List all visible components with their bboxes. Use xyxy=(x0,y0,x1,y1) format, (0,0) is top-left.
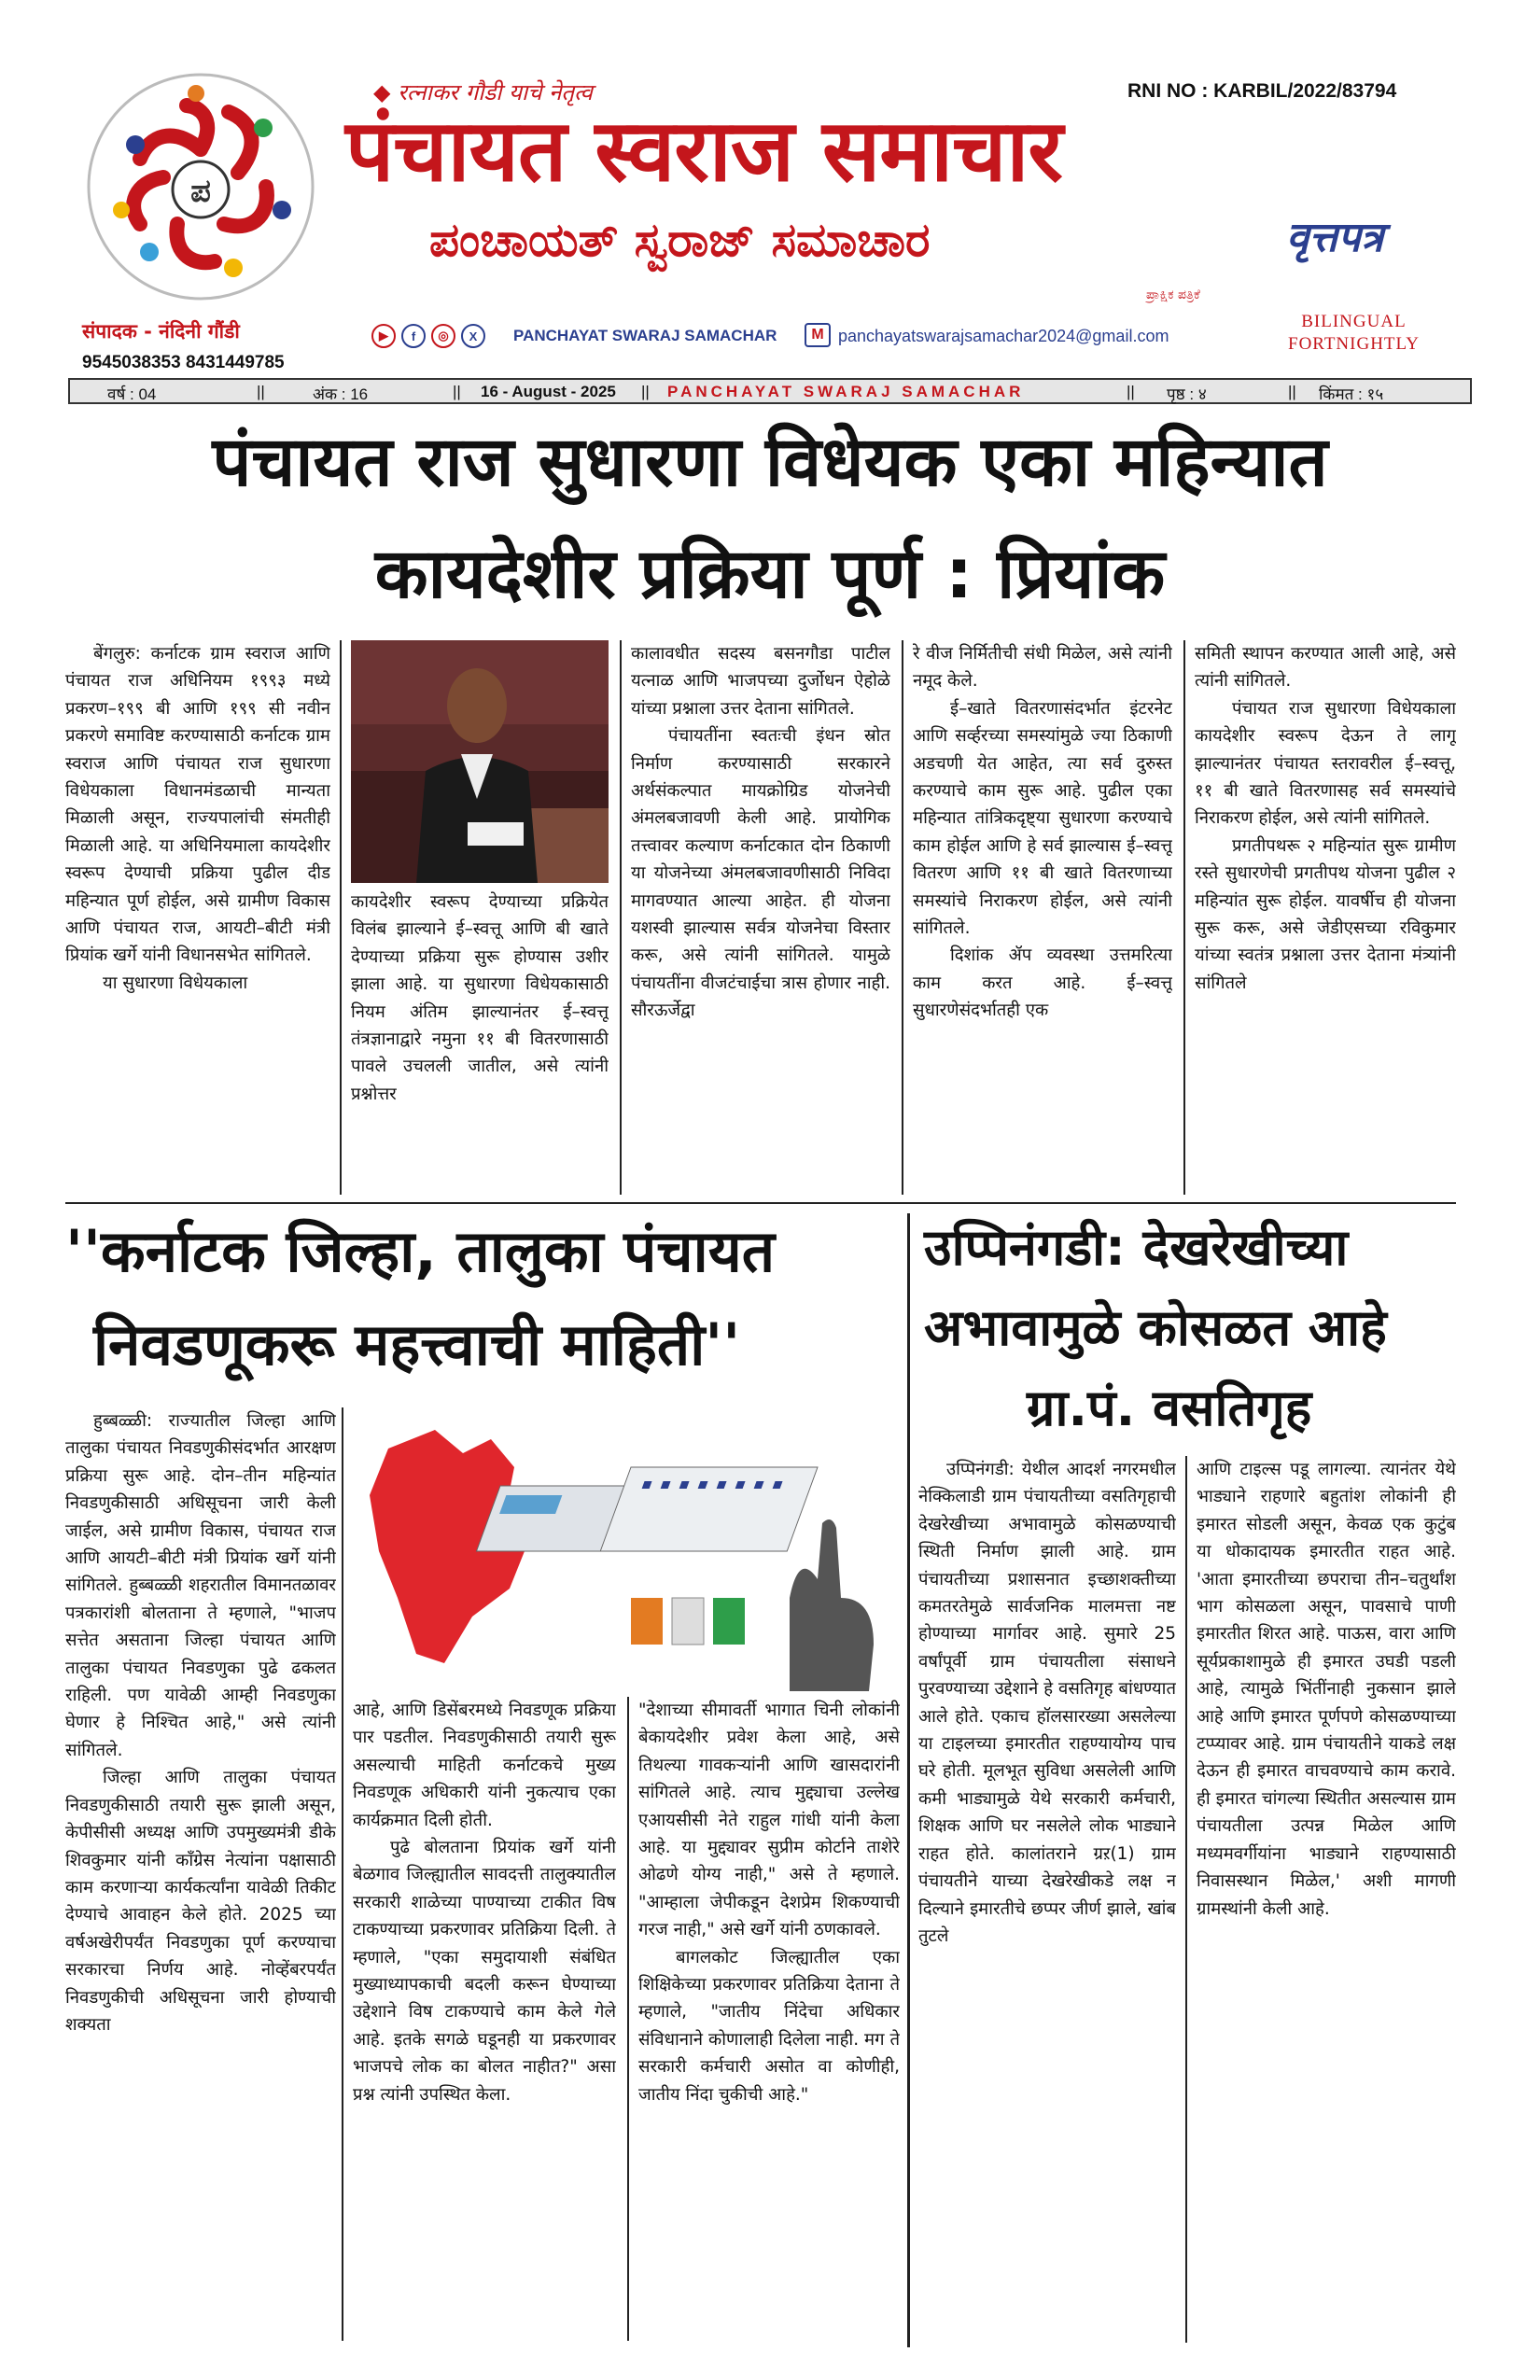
issue-info-bar xyxy=(68,378,1472,404)
article3-headline-line3: ग्रा.पं. वसतिगृह xyxy=(1027,1379,1312,1437)
issue-pages: पृष्ठ : ४ xyxy=(1167,385,1207,403)
paragraph: कायदेशीर स्वरूप देण्याच्या प्रक्रियेत विलंब झाल्याने ई–स्वत्तू आणि बी खाते देण्याच्या प्रक्रिया सुरू होण्यास उशीर झाला आहे. या सुधारणा विधेयकासाठी नियम अंतिम झाल्यानंतर ई–स्वत्तू तंत्रज्ञानाद्वारे नमुना ११ बी वितरणासाठी पावले उचलली जातील, असे त्यांनी प्रश्नोत्तर xyxy=(351,892,609,1104)
section-vertical-divider xyxy=(907,1213,910,2347)
issue-paper-name: PANCHAYAT SWARAJ SAMACHAR xyxy=(667,383,1025,400)
kannada-subtitle: ಪ್ರಾಕ್ಷಿಕ ಪತ್ರಿಕೆ xyxy=(1146,287,1200,302)
paragraph: बेंगलुरु: कर्नाटक ग्राम स्वराज आणि पंचायत राज अधिनियम १९९३ मध्ये प्रकरण–१९९ बी आणि १९९ सी नवीन प्रकरणे समाविष्ट करण्यासाठी कर्नाटक ग्राम स्वराज आणि पंचायत राज सुधारणा विधेयकाला विधानमंडळाची मान्यता मिळाली असून, राज्यपालांची संमतीही मिळाली आहे. या अधिनियमाला कायदेशीर स्वरूप देण्याची प्रक्रिया पुढील दीड महिन्यात पूर्ण होईल, असे ग्रामीण विकास आणि पंचायत राज, आयटी–बीटी मंत्री प्रियांक खर्गे यांनी विधानसभेत सांगितले. xyxy=(65,644,330,966)
issue-year: वर्ष : 04 xyxy=(107,385,157,403)
issue-number: अंक : 16 xyxy=(313,385,369,403)
article1-column-4 xyxy=(913,640,1172,1195)
column-divider xyxy=(340,640,342,1195)
minister-photo xyxy=(351,640,609,883)
separator: || xyxy=(453,383,461,400)
separator: || xyxy=(1288,383,1296,400)
column-divider xyxy=(620,640,622,1195)
paragraph: पंचायत राज सुधारणा विधेयकाला कायदेशीर स्वरूप देऊन ते लागू झाल्यानंतर पंचायत स्तरावरील ई–स्वत्तू, ११ बी खाते वितरणासह सर्व समस्यांचे निराकरण होईल, असे त्यांनी सांगितले. xyxy=(1195,698,1456,829)
article1-column-3 xyxy=(631,640,890,1195)
article1-column-1 xyxy=(65,640,330,1195)
section-divider xyxy=(65,1202,1456,1204)
article2-column-3 xyxy=(638,1697,900,2341)
paragraph: या सुधारणा विधेयकाला xyxy=(103,973,248,993)
separator: || xyxy=(257,383,265,400)
article3-column-1 xyxy=(918,1456,1176,2343)
article3-headline-line1: उप्पिनंगडी: देखरेखीच्या xyxy=(924,1218,1349,1277)
column-divider xyxy=(1183,640,1185,1195)
paragraph: "देशाच्या सीमावर्ती भागात चिनी लोकांनी बेकायदेशीर प्रवेश केला आहे, असे तिथल्या गावकऱ्यांनी आणि खासदारांनी सांगितले आहे. त्याच मुद्द्याचा उल्लेख एआयसीसी नेते राहुल गांधी यांनी केला आहे. या मुद्द्यावर सुप्रीम कोर्टाने ताशेरे ओढणे योग्य नाही," असे ते म्हणाले. "आम्हाला जेपीकडून देशप्रेम शिकण्याची गरज नाही," असे खर्गे यांनी ठणकावले. xyxy=(638,1701,900,1940)
rni-number: RNI NO : KARBIL/2022/83794 xyxy=(1127,80,1397,102)
vruttapatra-label: वृत्तपत्र xyxy=(1286,214,1384,261)
article3-headline-line2: अभावामुळे कोसळत आहे xyxy=(924,1298,1387,1357)
instagram-icon[interactable]: ◎ xyxy=(431,324,455,348)
paragraph: ई–खाते वितरणासंदर्भात इंटरनेट आणि सर्व्हरच्या समस्यांमुळे ज्या ठिकाणी अडचणी येत आहेत, त्या सर्व दुरुस्त करण्याचे काम सुरू आहे. पुढील एका महिन्यात तांत्रिकदृष्ट्या सुधारणा करण्याचे काम होईल आणि हे सर्व झाल्यास ई–स्वत्तू वितरण आणि ११ बी खाते वितरणाच्या समस्यांचे निराकरण होईल, असे त्यांनी सांगितले. xyxy=(913,698,1172,939)
paragraph: समिती स्थापन करण्यात आली आहे, असे त्यांनी सांगितले. xyxy=(1195,644,1456,692)
paragraph: रे वीज निर्मितीची संधी मिळेल, असे त्यांनी नमूद केले. xyxy=(913,644,1172,692)
separator: || xyxy=(641,383,650,400)
issue-date: 16 - August - 2025 xyxy=(481,383,616,400)
newspaper-title-marathi: पंचायत स्वराज समाचार xyxy=(345,101,1062,201)
article2-headline-line1: ''कर्नाटक जिल्हा, तालुका पंचायत xyxy=(65,1217,776,1285)
contact-phones: 9545038353 8431449785 xyxy=(82,353,285,372)
column-divider xyxy=(342,1407,343,2341)
paragraph: पंचायतींना स्वतःची इंधन स्रोत निर्माण करण्यासाठी सरकारने अर्थसंकल्पात मायक्रोग्रिड योजनेची अंमलबजावणी केली आहे. प्रायोगिक तत्त्वावर कल्याण कर्नाटकात दोन ठिकाणी या योजनेच्या अंमलबजावणीसाठी निविदा मागवण्यात आल्या आहेत. ही योजना यशस्वी झाल्यास सर्वत्र योजनेचा विस्तार करू, असे त्यांनी सांगितले. यामुळे पंचायतींना वीजटंचाईचा त्रास होणार नाही. सौरऊर्जेद्वा xyxy=(631,726,890,1021)
paragraph: उप्पिनंगडी: येथील आदर्श नगरमधील नेक्किलाडी ग्राम पंचायतीच्या वसतिगृहाची देखरेखीच्या अभावामुळे कोसळण्याची स्थिती निर्माण झाली आहे. ग्राम पंचायतीच्या प्रशासनात इच्छाशक्तीच्या कमतरतेमुळे सार्वजनिक मालमत्ता नष्ट होण्याच्या मार्गावर आहे. सुमारे 25 वर्षांपूर्वी ग्राम पंचायतीला संसाधने पुरवण्याच्या उद्देशाने हे वसतिगृह बांधण्यात आले होते. एकाच हॉलसारख्या असलेल्या या टाइलच्या इमारतीत राहण्यायोग्य पाच घरे होती. मूलभूत सुविधा असलेली आणि कमी भाड्यामुळे येथे सरकारी कर्मचारी, शिक्षक आणि घर नसलेले लोक भाड्याने राहत होते. कालांतराने ग्रऱ(1) ग्राम पंचायतीने याच्या देखरेखीकडे लक्ष न दिल्याने इमारतीचे छप्पर जीर्ण झाले, खांब तुटले xyxy=(918,1460,1176,1946)
article1-column-5 xyxy=(1195,640,1456,1195)
paragraph: पुढे बोलताना प्रियांक खर्गे यांनी बेळगाव जिल्ह्यातील सावदत्ती तालुक्यातील सरकारी शाळेच्या पाण्याच्या टाकीत विष टाकण्याच्या प्रकरणावर प्रतिक्रिया दिली. ते म्हणाले, "एका समुदायाशी संबंधित मुख्याध्यापकाची बदली करून घेण्याच्या उद्देशाने विष टाकण्याचे काम केले गेले आहे. इतके सगळे घडूनही या प्रकरणावर भाजपचे लोक का बोलत नाहीत?" असा प्रश्न त्यांनी उपस्थित केला. xyxy=(353,1838,616,2105)
separator: || xyxy=(1127,383,1135,400)
paragraph: आहे, आणि डिसेंबरमध्ये निवडणूक प्रक्रिया पार पडतील. निवडणुकीसाठी तयारी सुरू असल्याची माहिती कर्नाटकचे मुख्य निवडणूक अधिकारी यांनी नुकत्याच एका कार्यक्रमात दिली होती. xyxy=(353,1701,616,1830)
article2-headline-line2: निवडणूकरू महत्त्वाची माहिती'' xyxy=(93,1310,741,1379)
tagline: ◆ रत्नाकर गौडी याचे नेतृत्व xyxy=(373,79,593,105)
column-divider xyxy=(902,640,903,1195)
paragraph: आणि टाइल्स पडू लागल्या. त्यानंतर येथे भाड्याने राहणारे बहुतांश लोकांनी ही इमारत सोडली असून, केवळ एक कुटुंब या धोकादायक इमारतीत राहत आहे. 'आता इमारतीच्या छपराचा तीन–चतुर्थांश भाग कोसळला असून, पावसाचे पाणी इमारतीत शिरत आहे. पाऊस, वारा आणि सूर्यप्रकाशामुळे ही इमारत उघडी पडली आहे, त्यामुळे भिंतींनाही नुकसान झाले आहे आणि इमारत पूर्णपणे कोसळण्याच्या टप्प्यावर आहे. ग्राम पंचायतीने याकडे लक्ष देऊन ही इमारत वाचवण्याचे काम करावे. ही इमारत चांगल्या स्थितीत असल्यास ग्राम पंचायतीला उत्पन्न मिळेल आणि मध्यमवर्गीयांना भाड्याने राहण्यासाठी निवासस्थान मिळेल,' अशी मागणी ग्रामस्थांनी केली आहे. xyxy=(1197,1460,1456,1919)
social-handle[interactable]: PANCHAYAT SWARAJ SAMACHAR xyxy=(513,327,777,344)
frequency-label xyxy=(1288,311,1420,356)
article2-column-2 xyxy=(353,1697,616,2341)
editor-name: संपादक - नंदिनी गौंडी xyxy=(82,320,240,343)
contact-email[interactable]: panchayatswarajsamachar2024@gmail.com xyxy=(838,327,1169,345)
x-icon[interactable]: X xyxy=(461,324,485,348)
column-divider xyxy=(1185,1456,1187,2343)
social-icons xyxy=(371,324,485,348)
column-divider xyxy=(627,1697,629,2341)
article1-headline-line1: पंचायत राज सुधारणा विधेयक एका महिन्यात xyxy=(212,422,1328,502)
bilingual-text: BILINGUAL xyxy=(1301,312,1407,331)
facebook-icon[interactable]: f xyxy=(401,324,426,348)
paragraph: दिशांक ॲप व्यवस्था उत्तमरित्या काम करत आहे. ई–स्वत्तू सुधारणेसंदर्भातही एक xyxy=(913,945,1172,1021)
paragraph: बागलकोट जिल्ह्यातील एका शिक्षिकेच्या प्रकरणावर प्रतिक्रिया देताना ते म्हणाले, "जातीय निंदेचा अधिकार संविधानाने कोणालाही दिलेला नाही. मग ते सरकारी कर्मचारी असोत वा कोणीही, जातीय निंदा चुकीची आहे." xyxy=(638,1947,900,2105)
article1-headline-line2: कायदेशीर प्रक्रिया पूर्ण : प्रियांक xyxy=(374,534,1166,614)
paragraph: जिल्हा आणि तालुका पंचायत निवडणुकीसाठी तयारी सुरू झाली असून, केपीसीसी अध्यक्ष आणि उपमुख्यमंत्री डीके शिवकुमार यांनी काँग्रेस नेत्यांना पक्षासाठी काम करणाऱ्या कार्यकर्त्यांना यावेळी तिकीट देण्याचे आवाहन केले होते. 2025 च्या वर्षअखेरीपर्यंत निवडणुका पूर्ण करण्याचा सरकारचा निर्णय आहे. नोव्हेंबरपर्यंत निवडणुकीची अधिसूचना जारी होण्याची शक्यता xyxy=(65,1768,336,2035)
article3-column-2 xyxy=(1197,1456,1456,2343)
gmail-icon: M xyxy=(805,323,831,347)
paragraph: हुब्बळ्ळी: राज्यातील जिल्हा आणि तालुका पंचायत निवडणुकीसंदर्भात आरक्षण प्रक्रिया सुरू आहे. दोन–तीन महिन्यांत निवडणुकीसाठी अधिसूचना जारी केली जाईल, असे ग्रामीण विकास, पंचायत राज आणि आयटी–बीटी मंत्री प्रियांक खर्गे यांनी सांगितले. हुब्बळ्ळी शहरातील विमानतळावर पत्रकारांशी बोलताना ते म्हणाले, "भाजप सत्तेत असताना जिल्हा पंचायत आणि तालुका पंचायत निवडणुका पुढे ढकलत राहिली. पण यावेळी आम्ही निवडणुका घेणार हे निश्चित आहे," असे त्यांनी सांगितले. xyxy=(65,1411,336,1760)
fortnightly-text: FORTNIGHTLY xyxy=(1288,334,1420,354)
newspaper-logo xyxy=(84,70,317,303)
issue-price: किंमत : १५ xyxy=(1319,385,1384,403)
youtube-icon[interactable]: ▶ xyxy=(371,324,396,348)
paragraph: कालावधीत सदस्य बसनगौडा पाटील यत्नाळ आणि भाजपच्या दुर्जोधन ऐहोळे यांच्या प्रश्नाला उत्तर देताना सांगितले. xyxy=(631,644,890,719)
election-map-evm-image xyxy=(351,1411,907,1691)
article2-column-1 xyxy=(65,1407,336,2341)
paragraph: प्रगतीपथरू २ महिन्यांत सुरू ग्रामीण रस्ते सुधारणेची प्रगतीपथ योजना पुढील २ महिन्यांत सुरू होईल. यावर्षीच ही योजना सुरू करू, असे जेडीएसच्या रविकुमार यांच्या स्वतंत्र प्रश्नाला उत्तर देताना मंत्र्यांनी सांगितले xyxy=(1195,835,1456,993)
logo-letter: ಪ xyxy=(190,173,211,210)
newspaper-title-kannada: ಪಂಚಾಯತ್ ಸ್ವರಾಜ್ ಸಮಾಚಾರ xyxy=(429,213,931,267)
article1-column-2 xyxy=(351,889,609,1195)
